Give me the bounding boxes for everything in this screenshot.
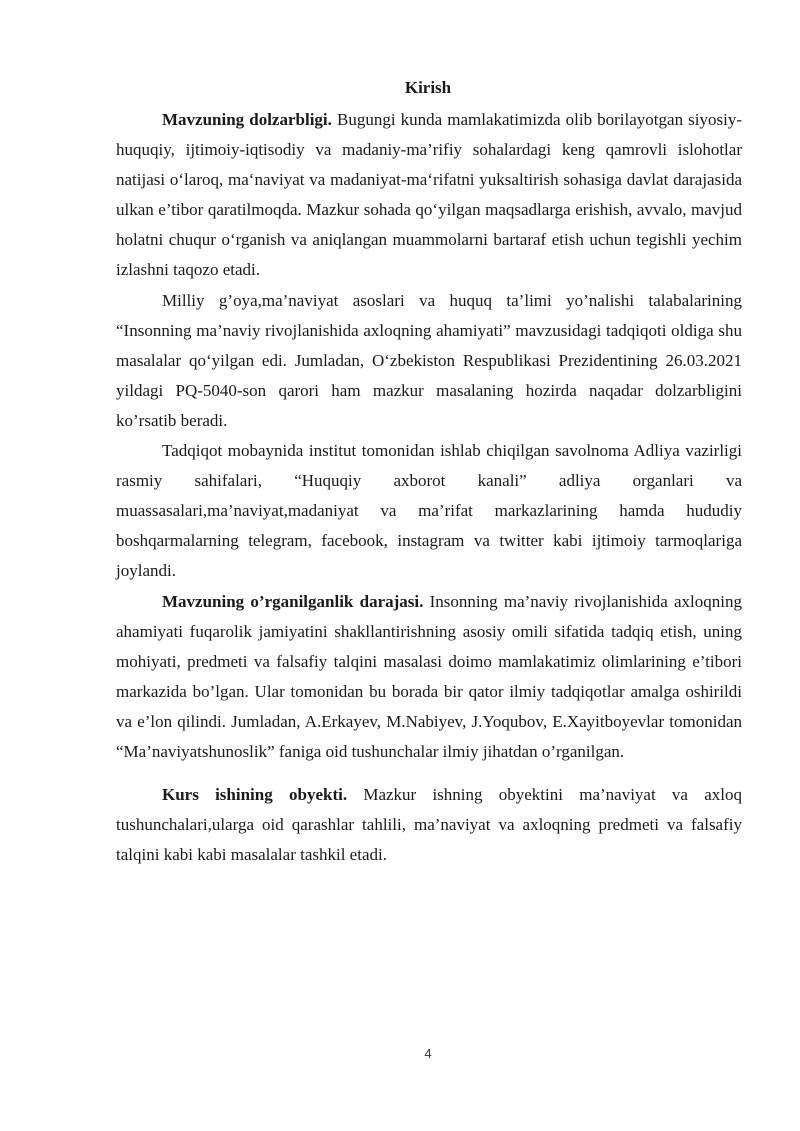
paragraph-text: Bugungi kunda mamlakatimizda olib borilayotgan siyosiy-huquqiy, ijtimoiy-iqtisodiy va madaniy-ma’rifiy sohalardagi keng qamrovli islohotlar natijasi o‘laroq, ma‘naviyat va madaniyat-ma‘rifatni yuksaltirish sohasiga davlat darajasida ulkan e’tibor qaratilmoqda. Mazkur sohada qo‘yilgan maqsadlarga erishish, avvalo, mavjud holatni chuqur o‘rganish va aniqlangan muammolarni bartaraf etish uchun tegishli yechim izlashni taqozo etadi. — [116, 110, 742, 280]
paragraph-text: Insonning ma’naviy rivojlanishida axloqning ahamiyati fuqarolik jamiyatini shakllantirishning asosiy omili sifatida tadqiq etish, uning mohiyati, predmeti va falsafiy talqini masalasi doimo mamlakatimiz olimlarining e’tibori markazida bo’lgan. Ular tomonidan bu borada bir qator ilmiy tadqiqotlar amalga oshirildi va e’lon qilindi. Jumladan, A.Erkayev, M.Nabiyev, J.Yoqubov, E.Xayitboyevlar tomonidan “Ma’naviyatshunoslik” faniga oid tushunchalar ilmiy jihatdan o’rganilgan. — [116, 591, 742, 761]
paragraph-text: Tadqiqot mobaynida institut tomonidan ishlab chiqilgan savolnoma Adliya vazirligi rasmiy sahifalari, “Huquqiy axborot kanali” adliya organlari va muassasalari,ma’naviyat,madaniyat va ma’rifat markazlarining hamda hududiy boshqarmalarning telegram, facebook, instagram va twitter kabi ijtimoiy tarmoqlariga joylandi. — [116, 441, 742, 581]
paragraph-study-degree — [116, 587, 742, 768]
page-number: 4 — [424, 1046, 432, 1061]
document-body — [116, 105, 742, 870]
paragraph-text: Mazkur ishning obyektini ma’naviyat va axloq tushunchalari,ularga oid qarashlar tahlili, ma’naviyat va axloqning predmeti va falsafiy talqini kabi kabi masalalar tashkil etadi. — [116, 785, 742, 865]
section-title: Kirish — [404, 78, 452, 97]
paragraph-heading: Mavzuning o’rganilganlik darajasi. — [162, 591, 424, 611]
paragraph-survey — [116, 436, 742, 586]
paragraph-relevance — [116, 105, 742, 286]
paragraph-student-research — [116, 286, 742, 436]
paragraph-heading: Mavzuning dolzarbligi. — [162, 110, 332, 129]
paragraph-course-object — [116, 780, 742, 870]
paragraph-text: Milliy g’oya,ma’naviyat asoslari va huquq ta’limi yo’nalishi talabalarining “Insonning ma’naviy rivojlanishida axloqning ahamiyati” mavzusidagi tadqiqoti oldiga shu masalalar qo‘yilgan edi. Jumladan, O‘zbekiston Respublikasi Prezidentining 26.03.2021 yildagi PQ-5040-son qarori ham mazkur masalaning hozirda naqadar dolzarbligini ko’rsatib beradi. — [116, 290, 742, 430]
paragraph-heading: Kurs ishining obyekti. — [162, 785, 348, 805]
